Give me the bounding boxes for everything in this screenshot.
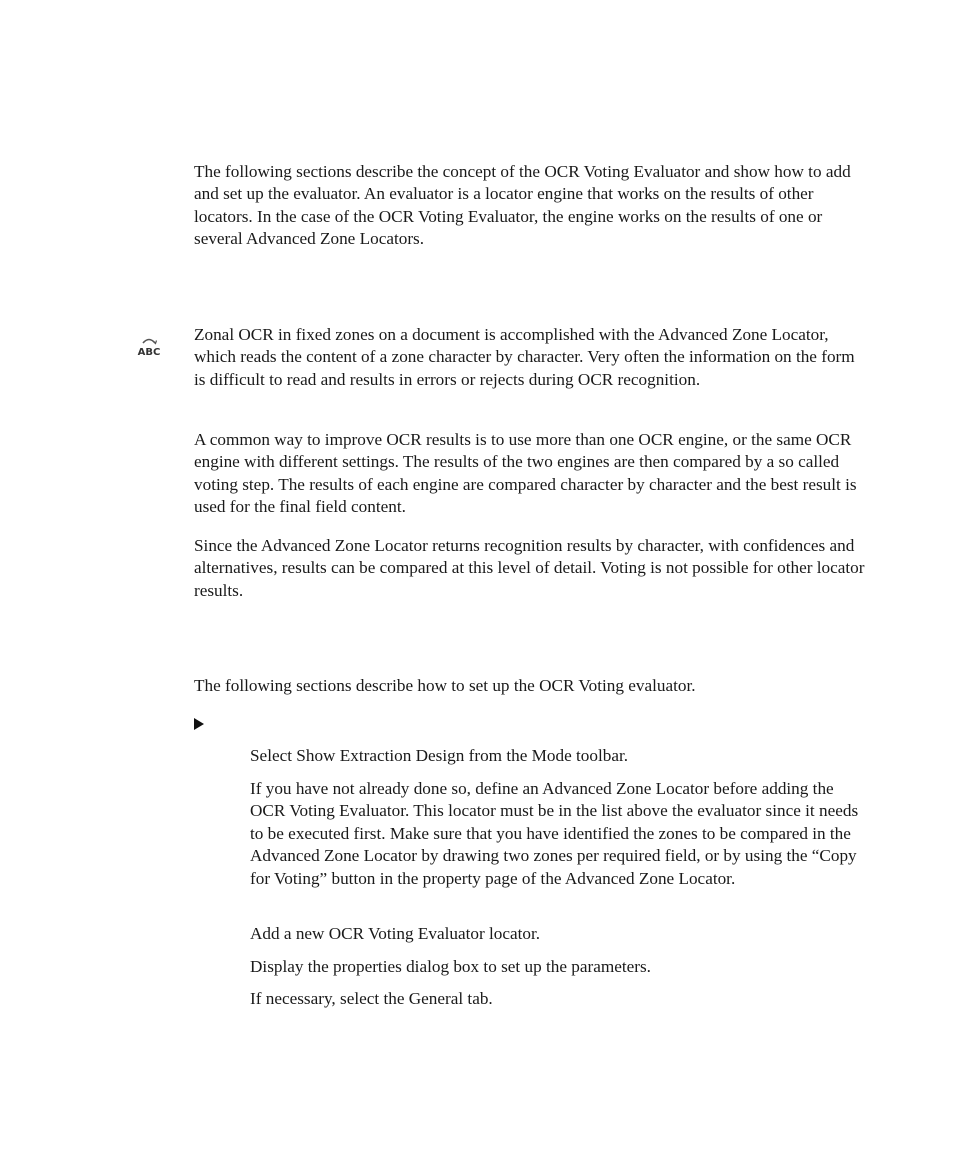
setup-intro-paragraph: The following sections describe how to set up the OCR Voting evaluator. bbox=[194, 676, 696, 695]
step-item: Add a new OCR Voting Evaluator locator. bbox=[250, 924, 541, 943]
step-item: If necessary, select the General tab. bbox=[250, 989, 493, 1008]
abc-icon-text: ABC bbox=[137, 347, 161, 358]
step-item: Display the properties dialog box to set up the parameters. bbox=[250, 957, 651, 976]
procedure-arrow-icon bbox=[193, 717, 205, 731]
intro-paragraph: The following sections describe the concept of the OCR Voting Evaluator and show how to add and set up the evaluator. An evaluator is a locator engine that works on the results of other locators. In the case of the OCR Voting Evaluator, the engine works on the results of one or several Advanced Zone Locators. bbox=[194, 162, 851, 249]
concept-paragraph-1: Zonal OCR in fixed zones on a document is accomplished with the Advanced Zone Locator, which reads the content of a zone character by character. Very often the information on the form is difficult to read and results in errors or rejects during OCR recognition. bbox=[194, 325, 855, 389]
abc-ocr-icon bbox=[136, 335, 162, 359]
step-item: Select Show Extraction Design from the Mode toolbar. bbox=[250, 746, 629, 765]
concept-paragraph-3: Since the Advanced Zone Locator returns recognition results by character, with confidences and alternatives, results can be compared at this level of detail. Voting is not possible for other locator results. bbox=[194, 536, 865, 600]
concept-paragraph-2: A common way to improve OCR results is to use more than one OCR engine, or the same OCR engine with different settings. The results of the two engines are then compared by a so called voting step. The results of each engine are compared character by character and the best result is used for the final field content. bbox=[194, 430, 857, 517]
step-item: If you have not already done so, define an Advanced Zone Locator before adding the OCR Voting Evaluator. This locator must be in the list above the evaluator since it needs to be executed first. Make sure that you have identified the zones to be compared in the Advanced Zone Locator by drawing two zones per required field, or by using the “Copy for Voting” button in the property page of the Advanced Zone Locator. bbox=[250, 779, 859, 888]
